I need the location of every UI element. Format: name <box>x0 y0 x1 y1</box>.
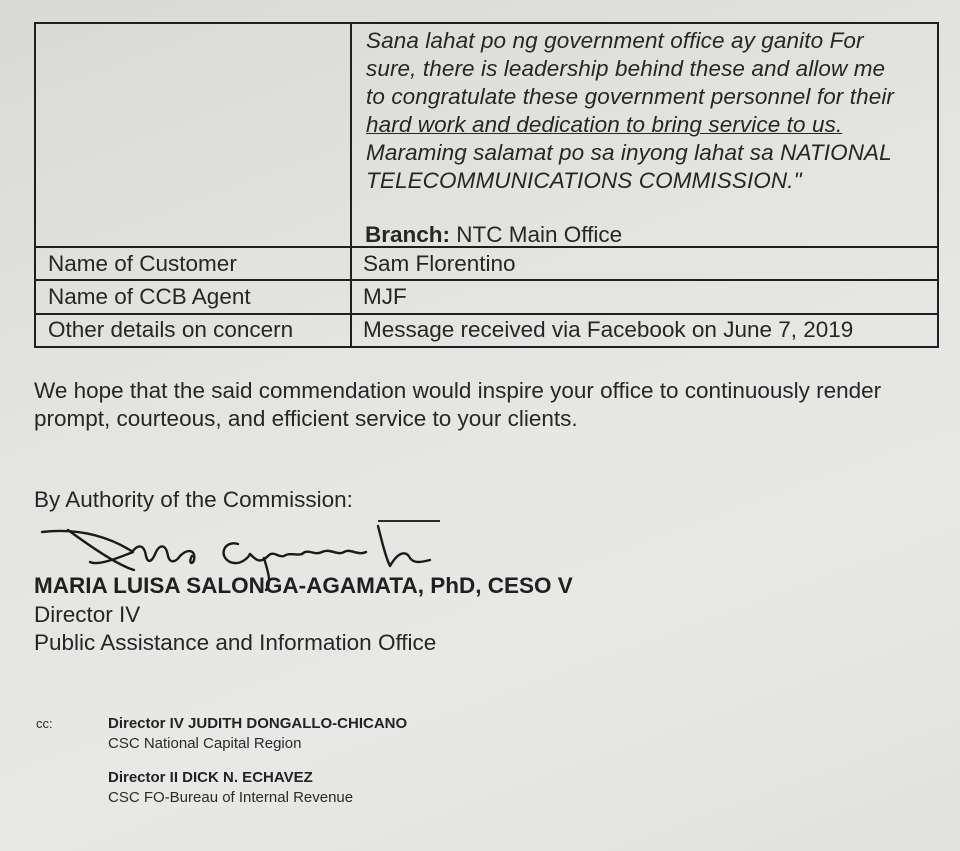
other-details-value: Message received via Facebook on June 7, 2019 <box>363 317 854 342</box>
cc-recipient-name: Director II DICK N. ECHAVEZ <box>108 769 313 786</box>
branch-label: Branch: <box>365 222 451 247</box>
customer-name-value: Sam Florentino <box>363 251 516 276</box>
other-details-label: Other details on concern <box>48 317 294 342</box>
signatory-title: Director IV <box>34 602 141 627</box>
ccb-agent-value: MJF <box>363 284 407 309</box>
branch-line <box>365 222 622 248</box>
customer-quote <box>366 27 928 195</box>
authority-line: By Authority of the Commission: <box>34 487 353 512</box>
quote-line: Maraming salamat po sa inyong lahat sa NATIONAL <box>366 140 892 165</box>
quote-line: to congratulate these government personnel for their <box>366 84 895 109</box>
cc-label: cc: <box>36 716 53 731</box>
cc-recipient-name: Director IV JUDITH DONGALLO-CHICANO <box>108 715 408 732</box>
quote-line: Sana lahat po ng government office ay ganito For <box>366 28 864 53</box>
customer-name-label: Name of Customer <box>48 251 237 276</box>
quote-line: hard work and dedication to bring service to us. <box>366 112 843 137</box>
table-column-divider <box>350 22 352 348</box>
cc-recipient-office: CSC FO-Bureau of Internal Revenue <box>108 789 354 806</box>
quote-line: TELECOMMUNICATIONS COMMISSION." <box>366 168 802 193</box>
table-row-divider <box>34 313 939 315</box>
cc-recipient-office: CSC National Capital Region <box>108 735 302 752</box>
signatory-name: MARIA LUISA SALONGA-AGAMATA, PhD, CESO V <box>34 573 573 598</box>
closing-paragraph: We hope that the said commendation would inspire your office to continuously render prompt, courteous, and efficient service to your clients. <box>34 378 882 431</box>
signatory-office: Public Assistance and Information Office <box>34 630 437 655</box>
table-row-divider <box>34 279 939 281</box>
quote-line: sure, there is leadership behind these and allow me <box>366 56 886 81</box>
ccb-agent-label: Name of CCB Agent <box>48 284 251 309</box>
branch-value: NTC Main Office <box>456 222 623 247</box>
